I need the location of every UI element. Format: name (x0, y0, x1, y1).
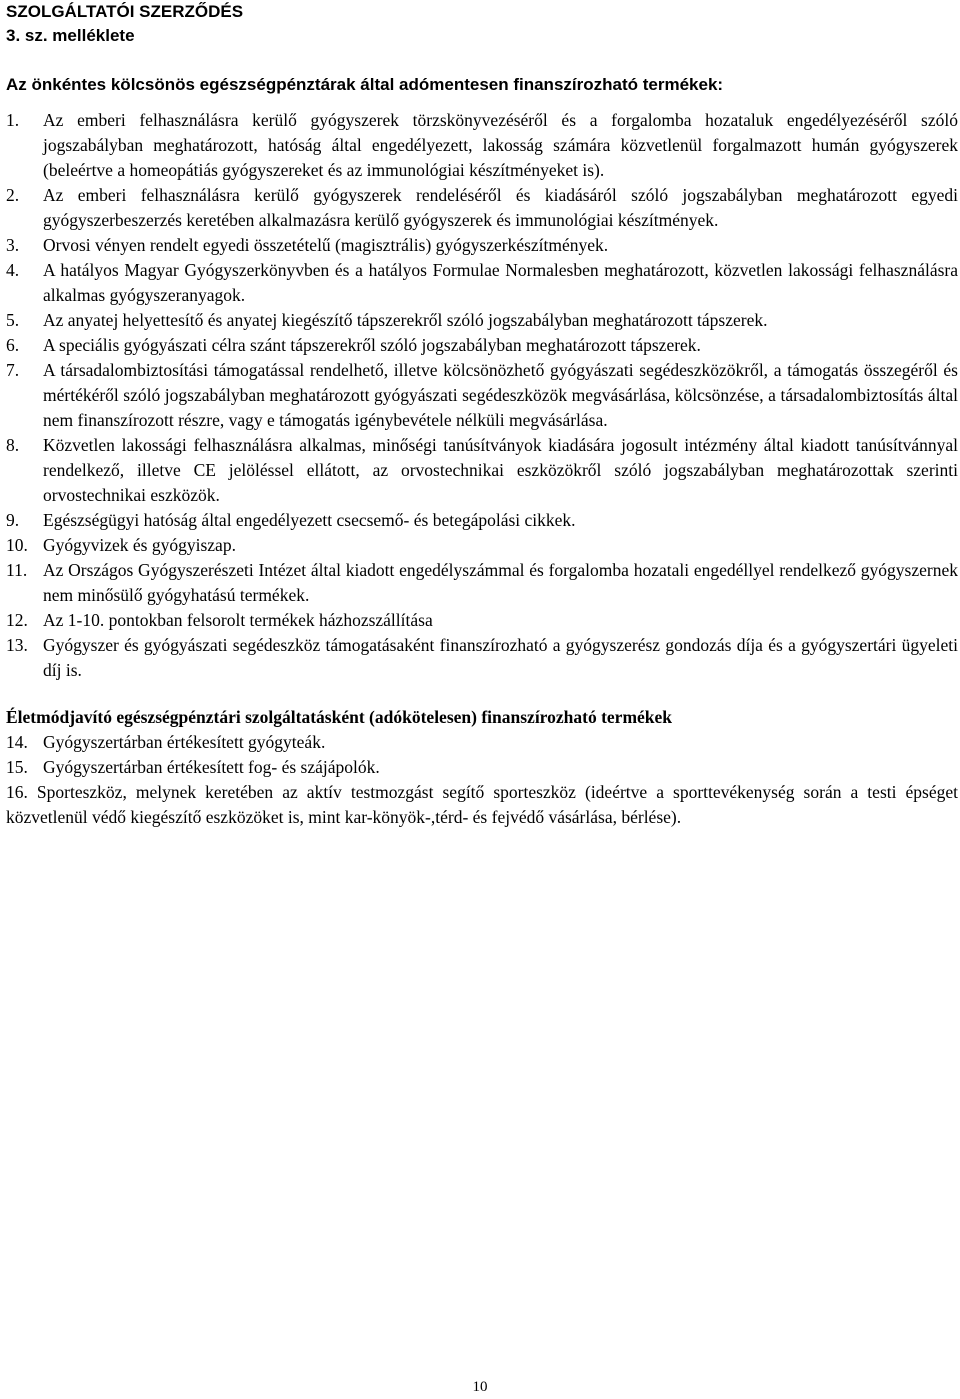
item-text: Az anyatej helyettesítő és anyatej kiegészítő tápszerekről szóló jogszabályban meghatározott tápszerek. (43, 310, 768, 330)
item-number: 10. (6, 535, 28, 555)
item-text: Az emberi felhasználásra kerülő gyógyszerek törzskönyvezéséről és a forgalomba hozataluk engedélyezéséről szóló jogszabályban meghatározott, hatóság által engedélyezett, lakosság számára közvetlenül forgalmazott humán gyógyszerek (beleértve a homeopátiás gyógyszereket és az immunológiai készítményeket is). (43, 110, 958, 180)
item-number: 13. (6, 635, 28, 655)
list-item (6, 755, 958, 780)
list-item (6, 183, 958, 233)
section-heading-lifestyle: Életmódjavító egészségpénztári szolgáltatásként (adókötelesen) finanszírozható termékek (6, 707, 673, 727)
item-text: Orvosi vényen rendelt egyedi összetételű (magisztrális) gyógyszerkészítmények. (43, 235, 609, 255)
list-item (6, 633, 958, 683)
list-item (6, 308, 958, 333)
item-text: A társadalombiztosítási támogatással rendelhető, illetve kölcsönözhető gyógyászati segédeszközökről, a támogatás összegéről és mértékéről szóló jogszabályban meghatározott gyógyászati segédeszközök megvásárlása, kölcsönzése, a társadalombiztosítás által nem finanszírozott részre, vagy e támogatás igénybevétele nélküli megvásárlása. (43, 360, 958, 430)
list-item-16: 16. Sporteszköz, melynek keretében az aktív testmozgást segítő sporteszköz (ideértve a sporttevékenység során a testi épséget közvetlenül védő kiegészítő eszközöket is, mint kar-könyök-,térd- és fejvédő vásárlása, bérlése). (6, 782, 958, 827)
list-item (6, 558, 958, 608)
list-item (6, 333, 958, 358)
item-number: 14. (6, 732, 28, 752)
item-number: 4. (6, 260, 20, 280)
item-number: 15. (6, 757, 28, 777)
item-number: 11. (6, 560, 28, 580)
item-number: 5. (6, 310, 20, 330)
item-text: Közvetlen lakossági felhasználásra alkalmas, minőségi tanúsítványok kiadására jogosult intézmény által kiadott tanúsítvánnyal rendelkező, illetve CE jelöléssel ellátott, az orvostechnikai eszközökről szóló jogszabályban meghatározottak szerinti orvostechnikai eszközök. (43, 435, 958, 505)
section-heading-tax-free: Az önkéntes kölcsönös egészségpénztárak által adómentesen finanszírozható termékek: (6, 75, 724, 94)
list-item (6, 358, 958, 433)
item-text: Egészségügyi hatóság által engedélyezett csecsemő- és betegápolási cikkek. (43, 510, 576, 530)
item-text: Gyógyszertárban értékesített gyógyteák. (43, 732, 326, 752)
item-text: A speciális gyógyászati célra szánt tápszerekről szóló jogszabályban meghatározott tápszerek. (43, 335, 701, 355)
item-number: 8. (6, 435, 20, 455)
item-text: Az emberi felhasználásra kerülő gyógyszerek rendeléséről és kiadásáról szóló jogszabályban meghatározott egyedi gyógyszerbeszerzés keretében alkalmazásra kerülő gyógyszerek és immunológiai készítmények. (43, 185, 958, 230)
item-number: 9. (6, 510, 20, 530)
item-number: 6. (6, 335, 20, 355)
item-number: 3. (6, 235, 20, 255)
document-page (6, 0, 958, 830)
list-item (6, 730, 958, 755)
item-number: 12. (6, 610, 28, 630)
page-number: 10 (472, 1379, 488, 1395)
list-item (6, 258, 958, 308)
item-number: 2. (6, 185, 20, 205)
item-text: Az Országos Gyógyszerészeti Intézet által kiadott engedélyszámmal és forgalomba hozatali engedéllyel rendelkező gyógyszernek nem minősülő gyógyhatású termékek. (43, 560, 958, 605)
item-text: Az 1-10. pontokban felsorolt termékek házhozszállítása (43, 610, 433, 630)
document-subtitle: 3. sz. melléklete (6, 26, 135, 45)
document-title: SZOLGÁLTATÓI SZERZŐDÉS (6, 2, 244, 21)
list-item (6, 533, 958, 558)
tax-free-product-list (6, 108, 958, 683)
list-item (6, 108, 958, 183)
list-item (6, 508, 958, 533)
list-item (6, 233, 958, 258)
list-item (6, 433, 958, 508)
item-number: 7. (6, 360, 20, 380)
item-number: 1. (6, 110, 20, 130)
item-text: Gyógyszer és gyógyászati segédeszköz támogatásaként finanszírozható a gyógyszerész gondozás díja és a gyógyszertári ügyeleti díj is. (43, 635, 958, 680)
item-text: A hatályos Magyar Gyógyszerkönyvben és a hatályos Formulae Normalesben meghatározott, közvetlen lakossági felhasználásra alkalmas gyógyszeranyagok. (43, 260, 958, 305)
item-text: Gyógyszertárban értékesített fog- és szájápolók. (43, 757, 380, 777)
list-item (6, 608, 958, 633)
lifestyle-product-list (6, 730, 958, 780)
item-text: Gyógyvizek és gyógyiszap. (43, 535, 236, 555)
